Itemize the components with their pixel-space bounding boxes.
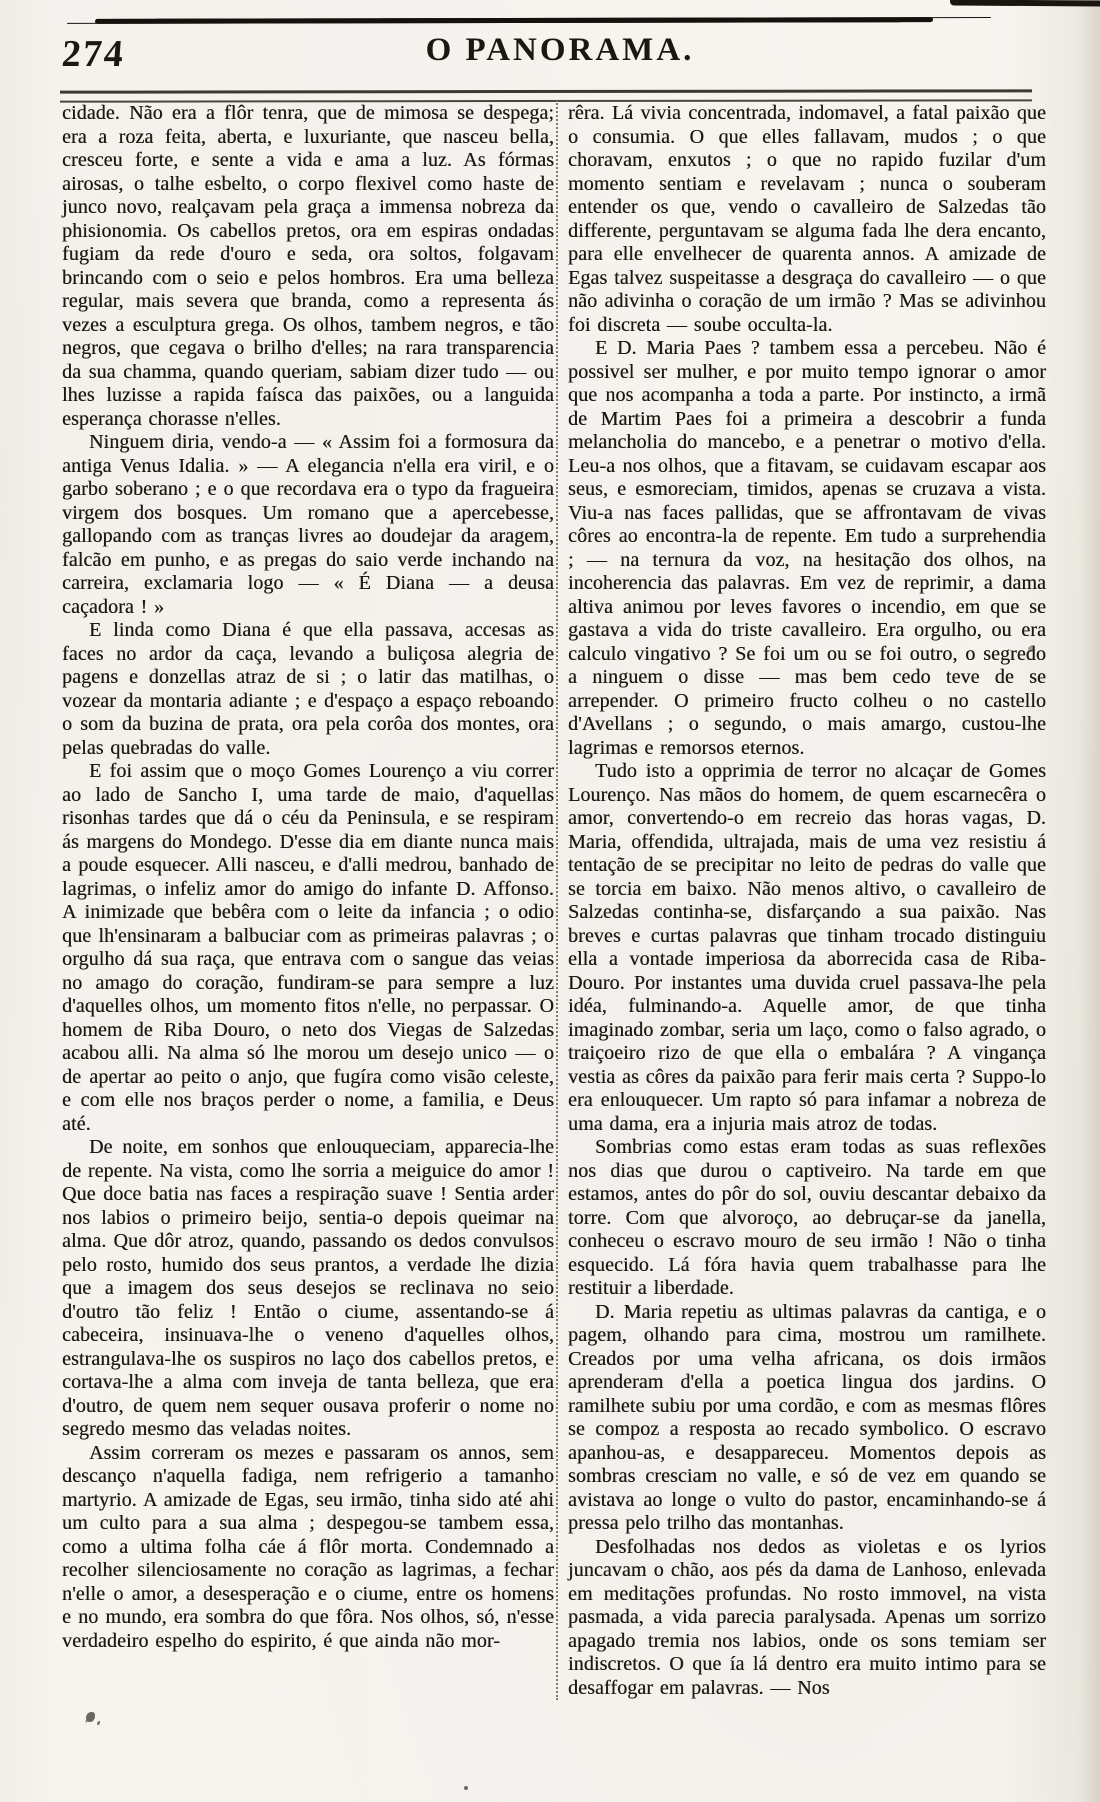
paragraph: Desfolhadas nos dedos as violetas e os lyrios juncavam o chão, aos pés da dama de Lanhoso, enlevada em meditações profundas. No rosto immovel, na vista pasmada, a vida parecia paralysada. Apenas um sorrizo apagado tremia nos labios, onde os sons temiam ser indiscretos. O que ía lá dentro era muito intimo para se desaffogar em palavras. — Nos [568,1535,1046,1699]
paragraph: rêra. Lá vivia concentrada, indomavel, a fatal paixão que o consumia. O que elles fallavam, mudos ; o que choravam, enxutos ; o que no rapido fuzilar d'um momento sentiam e revelavam ; nunca o souberam entender os que, vendo o cavalleiro de Salzedas tão differente, perguntavam se alguma fada lhe dera encanto, para elle envelhecer de quarenta annos. A amizade de Egas talvez suspeitasse a desgraça do cavalleiro — o que não adivinha o coração de um irmão ? Mas se adivinhou foi discreta — soube occulta-la. [568,102,1046,336]
text-column-right [568,102,1046,1700]
paragraph: Sombrias como estas eram todas as suas reflexões nos dias que durou o captiveiro. Na tarde em que estamos, antes do pôr do sol, ouviu descantar debaixo da torre. Com que alvoroço, ao debruçar-se da janella, conheceu o escravo mouro de seu irmão ! Não o tinha esquecido. Lá fóra havia quem trabalhasse para lhe restituir a liberdade. [568,1136,1046,1299]
paragraph: cidade. Não era a flôr tenra, que de mimosa se despega; era a roza feita, aberta, e luxuriante, que nasceu bella, cresceu forte, e sente a vida e ama a luz. As fórmas airosas, o talhe esbelto, o corpo flexivel como haste de junco novo, realçavam pela graça a immensa nobreza da phisionomia. Os cabellos pretos, ora em espiras ondadas fugiam da rede d'ouro e seda, ora soltos, folgavam brincando com o seio e pelos hombros. Era uma belleza regular, mais severa que branda, como a representa ás vezes a esculptura grega. Os olhos, tambem negros, e tão negros, que cegava o brilho d'elles; na rara transparencia da sua chamma, quando queriam, sabiam dizer tudo — ou lhes luzisse a rapida faísca das paixões, ou a languida esperança chorasse n'elles. [62,102,554,430]
scan-corner-mark [950,0,1100,7]
masthead-title: O PANORAMA. [425,32,695,68]
paragraph: E D. Maria Paes ? tambem essa a percebeu. Não é possivel ser mulher, e por muito tempo ignorar o amor que nos acompanha a toda a parte. Por instincto, a irmã de Martim Paes foi a primeira a descobrir a funda melancholia do mancebo, e a penetrar o motivo d'ella. Leu-a nos olhos, que a fitavam, se cuidavam escapar aos seus, e esmoreciam, timidos, apenas se cruzava a vista. Viu-a nas faces pallidas, que se affrontavam de vivas côres ao encontra-la de repente. Em tudo a surprehendia ; — na ternura da voz, na hesitação dos olhos, na incoherencia das palavras. Em vez de reprimir, a dama altiva animou por leves favores o incendio, em que se gastava a vida do triste cavalleiro. Era orgulho, ou era calculo vingativo ? Se foi um ou se foi outro, o segredo a ninguem o disse — mas bem cedo teve de se arrepender. O primeiro fructo colheu o no castello d'Avellans ; o segundo, o mais amargo, custou-lhe lagrimas e remorsos eternos. [568,337,1046,759]
ink-speck [464,1786,468,1790]
paragraph: Assim correram os mezes e passaram os annos, sem descanço n'aquella fadiga, nem refrigerio a tamanho martyrio. A amizade de Egas, seu irmão, tinha sido até ahi um culto para a sua alma ; despegou-se tambem essa, como a ultima folha cáe á flôr morta. Condemnado a recolher silenciosamente no coração as lagrimas, a fechar n'elle o amor, a desesperação e o ciume, entre os homens e no mundo, era sombra do que fôra. Nos olhos, só, n'esse verdadeiro espelho do espirito, é que ainda não mor- [62,1441,554,1652]
text-column-left [62,102,554,1653]
column-divider [556,100,558,1700]
paragraph: D. Maria repetiu as ultimas palavras da cantiga, e o pagem, olhando para cima, mostrou um ramilhete. Creados por uma velha africana, os dois irmãos aprenderam d'ella a poetica lingua dos jardins. O ramilhete subiu por uma cordão, e com as mesmas flôres se compoz a resposta ao recado symbolico. O escravo apanhou-as, e desappareceu. Momentos depois as sombras cresciam no valle, e só de vez em quando se avistava ao longe o vulto do pastor, encaminhando-se á pressa pelo trilho das montanhas. [568,1300,1046,1534]
ink-speck [86,1712,95,1722]
paragraph: E linda como Diana é que ella passava, accesas as faces no ardor da caça, levando a buliçosa alegria de pagens e donzellas atraz de si ; o latir das matilhas, o vozear da montaria adiante ; e d'espaço a espaço reboando o som da buzina de prata, ora pela corôa dos montes, ora pelas quebradas do valle. [62,619,554,759]
paragraph: Ninguem diria, vendo-a — « Assim foi a formosura da antiga Venus Idalia. » — A elegancia n'ella era viril, e o garbo soberano ; e o que recordava era o typo da fragueira virgem dos bosques. Um romano que a apercebesse, gallopando com as tranças livres ao doudejar da aragem, falcão em punho, e as pregas do saio verde inchando na carreira, exclamaria logo — « É Diana — a deusa caçadora ! » [62,431,554,618]
paragraph: De noite, em sonhos que enlouqueciam, apparecia-lhe de repente. Na vista, como lhe sorria a meiguice do amor ! Que doce batia nas faces a respiração suave ! Sentia arder nos labios o primeiro beijo, sentia-o depois queimar na alma. Que dôr atroz, quando, passando os dedos convulsos pelo rosto, humido dos seus prantos, a verdade lhe dizia que a imagem dos seus desejos se reclinava no seio d'outro tão feliz ! Então o ciume, assentando-se á cabeceira, insinuava-lhe o veneno d'aquelles olhos, estrangulava-lhe os suspiros no laço dos cabellos pretos, e cortava-lhe a alma com inveja de tanta belleza, que era d'outro, de quem nem sequer ousava proferir o nome no segredo mesmo das veladas noites. [62,1136,554,1440]
paragraph: E foi assim que o moço Gomes Lourenço a viu correr ao lado de Sancho I, uma tarde de maio, d'aquellas risonhas tardes que dá o céu da Peninsula, e se respiram ás margens do Mondego. D'esse dia em diante nunca mais a poude esquecer. Alli nasceu, e d'alli medrou, banhado de lagrimas, o infeliz amor do amigo do infante D. Affonso. A inimizade que bebêra com o leite da infancia ; o odio que lh'ensinaram a balbuciar com as primeiras palavras ; o orgulho dá sua raça, que entrava com o sangue das veias no amago do coração, fundiram-se para sempre a luz d'aquelles olhos, um momento fitos n'elle, no perpassar. O homem de Riba Douro, o neto dos Viegas de Salzedas acabou alli. Na alma só lhe morou um desejo unico — o de apertar ao peito o anjo, que fugíra como visão celeste, e com elle nos braços perder o nome, a familia, e Deus até. [62,760,554,1135]
header-rule [60,89,1032,102]
scan-edge-streak [95,17,933,24]
paragraph: Tudo isto a opprimia de terror no alcaçar de Gomes Lourenço. Nas mãos do homem, de quem escarnecêra o amor, convertendo-o em recreio das horas vagas, D. Maria, offendida, ultrajada, mais de uma vez resistiu á tentação de se precipitar no leito de pedras do valle que se torcia em baixo. Não menos altivo, o cavalleiro de Salzedas continha-se, disfarçando a sua paixão. Nas breves e curtas palavras que tinham trocado distinguiu ella a vontade imperiosa da aborrecida casa de Riba-Douro. Por instantes uma duvida cruel passava-lhe pela idéa, fulminando-a. Aquelle amor, de que tinha imaginado zombar, seria um laço, como o falso agrado, o traiçoeiro rizo de que ella o embalára ? A vingança vestia as côres da paixão para ferir mais certa ? Suppo-lo era enlouquecer. Um rapto só para infamar a nobreza de uma dama, era a injuria mais atroz de todas. [568,760,1046,1135]
page-number: 274 [60,33,127,75]
